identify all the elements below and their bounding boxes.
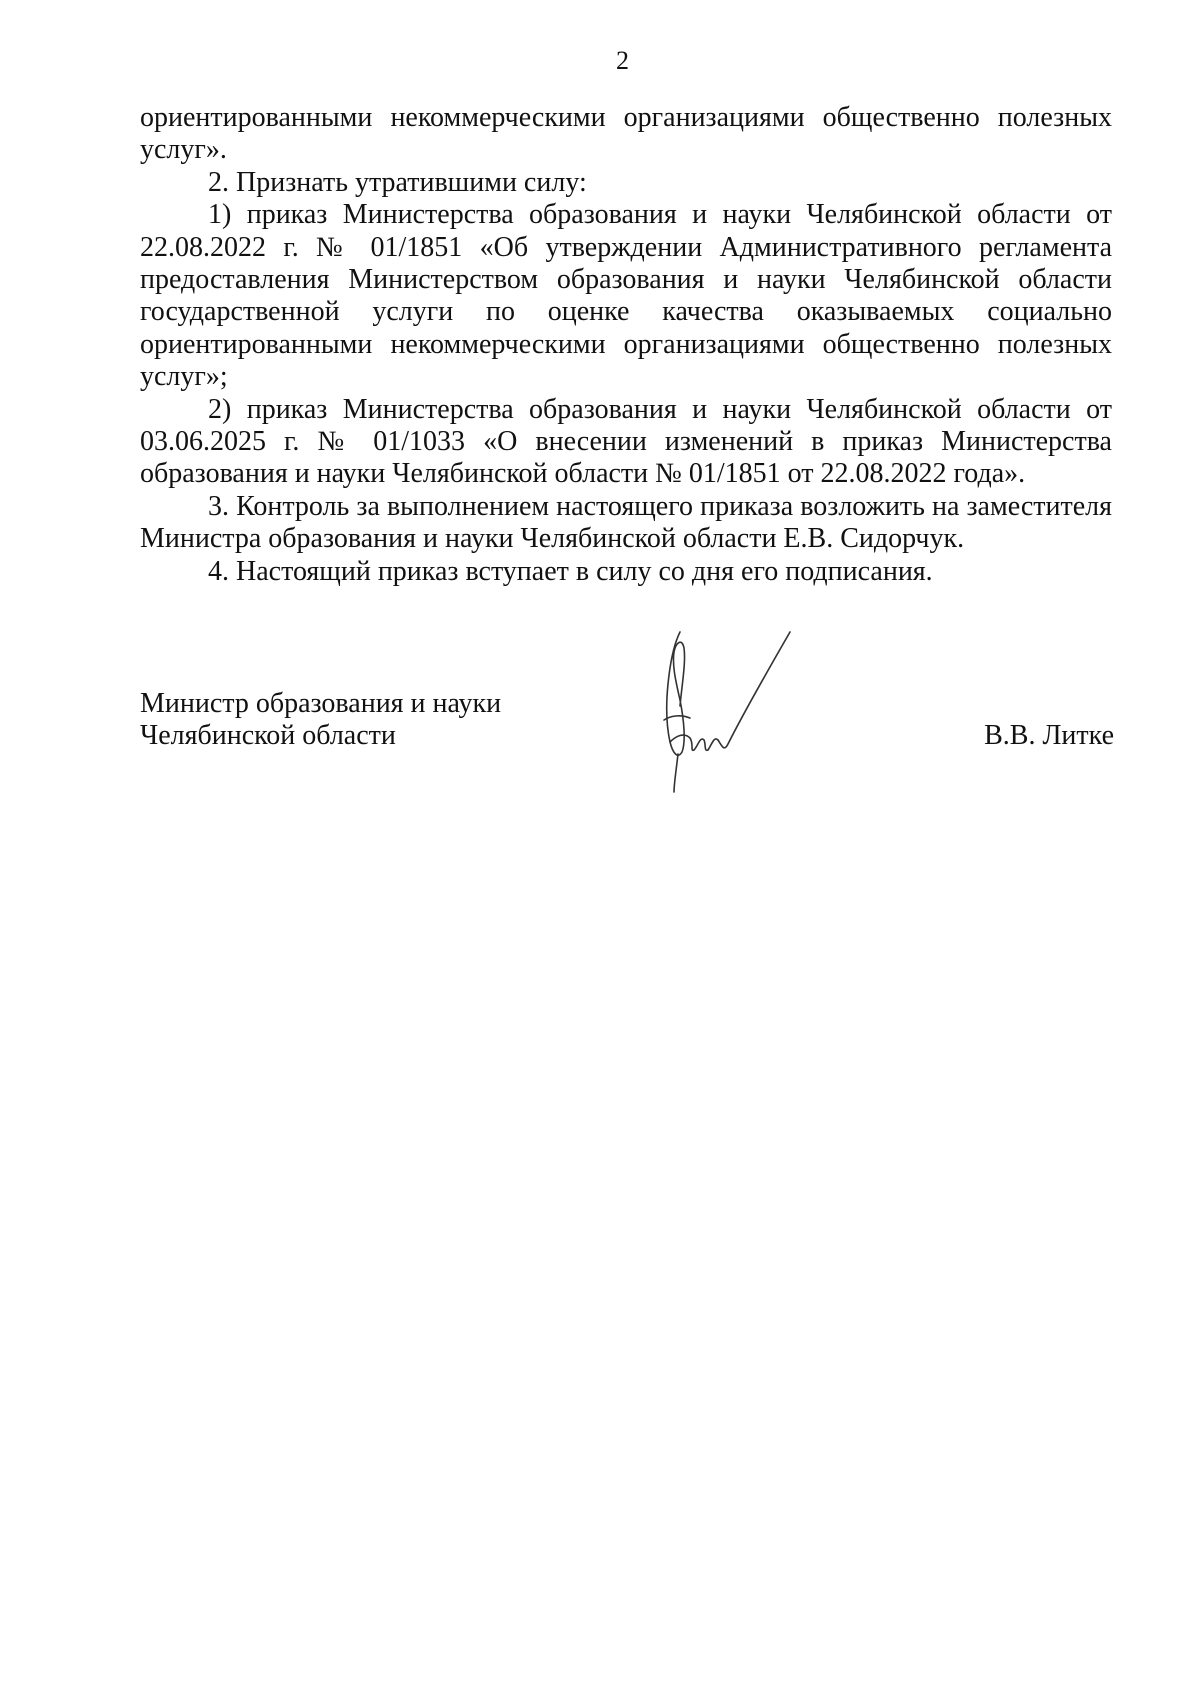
paragraph-item-4: 4. Настоящий приказ вступает в силу со дня его подписания. bbox=[208, 555, 933, 587]
paragraph-item-3: 3. Контроль за выполнением настоящего приказа возложить на заместителя Министра образования и науки Челябинской области Е.В. Сидорчук. bbox=[140, 490, 1112, 555]
paragraph-subitem-2: 2) приказ Министерства образования и науки Челябинской области от 03.06.2025 г. № 01/1033 «О внесении изменений в приказ Министерства образования и науки Челябинской области № 01/1851 от 22.08.2022 года». bbox=[140, 393, 1112, 490]
paragraph-subitem-1: 1) приказ Министерства образования и науки Челябинской области от 22.08.2022 г. № 01/1851 «Об утверждении Административного регламента предоставления Министерством образования и науки Челябинской области государственной услуги по оценке качества оказываемых социально ориентированными некоммерческими организациями общественно полезных услуг»; bbox=[140, 199, 1112, 393]
signatory-position-line-1: Министр образования и науки bbox=[140, 688, 502, 719]
signature-block bbox=[140, 688, 1112, 828]
signatory-position-line-2: Челябинской области bbox=[140, 720, 396, 751]
signatory-name: В.В. Литке bbox=[984, 720, 1114, 751]
handwritten-signature bbox=[640, 624, 840, 804]
paragraph-item-2: 2. Признать утратившими силу: bbox=[208, 166, 587, 198]
document-body bbox=[140, 102, 1112, 588]
paragraph-continuation: ориентированными некоммерческими организациями общественно полезных услуг». bbox=[140, 102, 1112, 166]
page-number: 2 bbox=[616, 46, 629, 75]
